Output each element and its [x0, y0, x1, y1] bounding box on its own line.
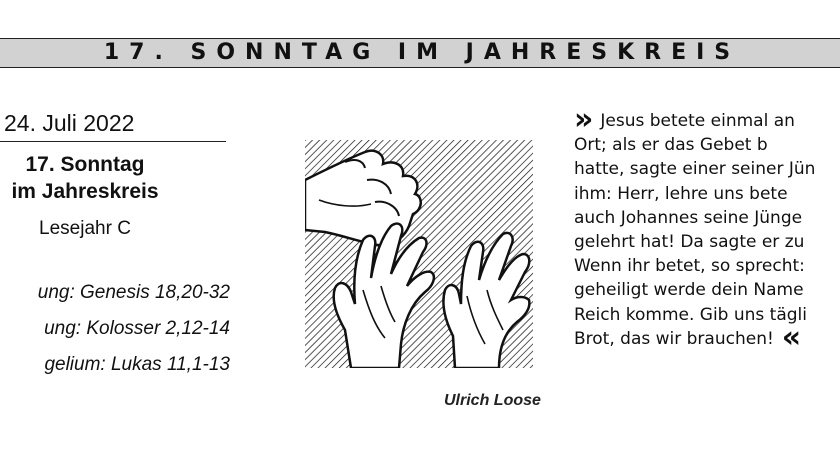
quote-line-text: Brot, das wir brauchen! [574, 328, 774, 349]
title-banner [0, 38, 840, 68]
sunday-heading-line1: 17. Sonntag [25, 153, 145, 176]
page-title: 17. SONNTAG IM JAHRESKREIS [103, 40, 741, 65]
quote-line-text: Jesus betete einmal an [600, 111, 795, 131]
reading-gospel: gelium: Lukas 11,1-13 [44, 354, 230, 375]
lesejahr: Lesejahr C [39, 218, 131, 239]
quote-line: Wenn ihr betet, so sprecht: [574, 256, 805, 277]
quote-line: gelehrt hat! Da sagte er zu [574, 231, 805, 252]
quote-line: Reich komme. Gib uns tägli [574, 304, 808, 325]
quote-line [574, 319, 840, 355]
quote-line: geheiligt werde dein Name [574, 280, 804, 301]
close-quote-icon: « [781, 319, 799, 355]
praying-hands-illustration [305, 140, 533, 368]
open-quote-icon: » [574, 102, 591, 137]
reading-first: ung: Genesis 18,20-32 [37, 282, 230, 303]
quote-line: auch Johannes seine Jünge [574, 207, 803, 228]
quote-line: Ort; als er das Gebet b [574, 135, 768, 156]
quote-line: ihm: Herr, lehre uns bete [574, 183, 788, 204]
sunday-heading [0, 151, 230, 205]
sunday-heading-line2: im Jahreskreis [11, 180, 159, 203]
divider [0, 141, 226, 142]
date: 24. Juli 2022 [4, 110, 135, 136]
illustration-credit: Ulrich Loose [444, 392, 541, 409]
quote-line [574, 102, 840, 137]
gospel-quote [574, 102, 840, 355]
reading-second: ung: Kolosser 2,12-14 [44, 318, 230, 339]
quote-line: hatte, sagte einer seiner Jün [574, 159, 816, 180]
